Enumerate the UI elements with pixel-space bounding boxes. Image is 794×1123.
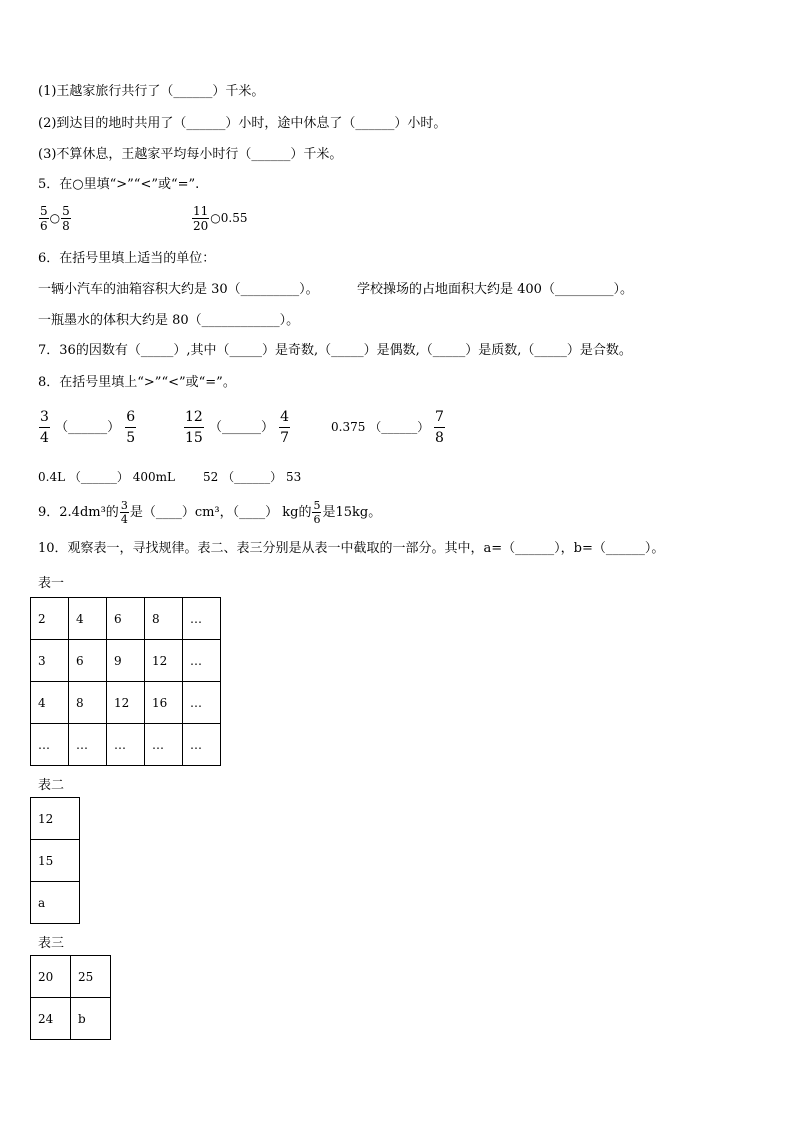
q6-line2: 一瓶墨水的体积大约是 80（____________）。: [38, 313, 300, 328]
q4-part3: (3)不算休息，王越家平均每小时行（______）千米。: [38, 147, 343, 162]
q9-part-b: 是（____）cm³，（____） kg的: [129, 505, 312, 520]
table-cell: 12: [107, 682, 145, 724]
table-3: [30, 955, 111, 1040]
compare-circle: ○: [210, 211, 221, 225]
table-1: [30, 597, 221, 766]
fraction: $\frac{3}{4}$: [120, 499, 128, 526]
table-cell: …: [183, 598, 221, 640]
table-cell: 12: [145, 640, 183, 682]
fraction: $\frac{4}{7}$: [280, 409, 290, 446]
q5-item-a: [38, 205, 72, 232]
answer-blank: （______）: [369, 420, 430, 434]
table-cell: …: [31, 724, 69, 766]
table1-caption: 表一: [38, 576, 65, 591]
table-cell: 8: [145, 598, 183, 640]
table2-caption: 表二: [38, 778, 65, 793]
table-row: [31, 956, 111, 998]
q9-text: [38, 500, 381, 525]
q6-line1a: 一辆小汽车的油箱容积大约是 30（_________）。: [38, 282, 319, 297]
answer-blank: （______）: [208, 420, 274, 435]
table-cell: 12: [31, 798, 80, 840]
quantity: 52: [203, 470, 219, 484]
table-cell: 6: [107, 598, 145, 640]
q8-compare-5: [203, 469, 301, 485]
table3-caption: 表三: [38, 936, 65, 951]
table-cell: 8: [69, 682, 107, 724]
q8-compare-3: [331, 410, 446, 445]
fraction: $\frac{6}{5}$: [126, 409, 136, 446]
answer-blank: （______）: [222, 470, 283, 484]
table-cell: …: [145, 724, 183, 766]
table-cell: 25: [71, 956, 111, 998]
table-cell: 16: [145, 682, 183, 724]
table-cell: b: [71, 998, 111, 1040]
table-row: [31, 598, 221, 640]
q7-text: 7．36的因数有（_____）,其中（_____）是奇数,（_____）是偶数,（_____）是质数,（_____）是合数。: [38, 343, 632, 358]
q8-compare-1: [38, 410, 137, 445]
table-cell: …: [69, 724, 107, 766]
table-cell: a: [31, 882, 80, 924]
decimal-value: 0.55: [220, 211, 248, 225]
table-cell: 20: [31, 956, 71, 998]
answer-blank: （______）: [68, 470, 129, 484]
table-cell: 24: [31, 998, 71, 1040]
table-2: [30, 797, 80, 924]
decimal-value: 0.375: [331, 420, 366, 434]
q8-title: 8．在括号里填上“>”“<”或“=”。: [38, 375, 236, 390]
quantity: 0.4L: [38, 470, 66, 484]
table-row: [31, 882, 80, 924]
table-cell: …: [183, 724, 221, 766]
answer-blank: （______）: [55, 420, 121, 435]
fraction: $\frac{5}{6}$: [313, 499, 321, 526]
q4-part1: (1)王越家旅行共行了（______）千米。: [38, 84, 265, 99]
table-row: [31, 682, 221, 724]
q6-title: 6．在括号里填上适当的单位：: [38, 251, 216, 266]
q9-part-a: 9．2.4dm³的: [38, 505, 119, 520]
fraction: $\frac{5}{8}$: [62, 204, 70, 233]
table-cell: 2: [31, 598, 69, 640]
q5-title: 5．在○里填“>”“<”或“=”.: [38, 177, 200, 192]
q4-part2: (2)到达目的地时共用了（______）小时，途中休息了（______）小时。: [38, 116, 447, 131]
table-cell: …: [183, 682, 221, 724]
q10-text: 10．观察表一，寻找规律。表二、表三分别是从表一中截取的一部分。其中，a=（______），b=（______）。: [38, 541, 665, 556]
quantity: 53: [285, 470, 302, 484]
fraction: $\frac{7}{8}$: [435, 409, 444, 446]
fraction: $\frac{3}{4}$: [40, 409, 49, 446]
q9-part-c: 是15kg。: [322, 505, 382, 520]
table-row: [31, 798, 80, 840]
table-cell: 15: [31, 840, 80, 882]
fraction: $\frac{12}{15}$: [185, 409, 203, 446]
fraction: $\frac{11}{20}$: [193, 204, 209, 233]
table-row: [31, 640, 221, 682]
table-row: [31, 724, 221, 766]
fraction: $\frac{5}{6}$: [40, 204, 48, 233]
q5-item-b: [191, 205, 247, 232]
table-cell: 9: [107, 640, 145, 682]
table-cell: …: [183, 640, 221, 682]
q8-compare-2: [183, 410, 291, 445]
table-row: [31, 840, 80, 882]
table-cell: 4: [31, 682, 69, 724]
compare-circle: ○: [49, 211, 61, 225]
quantity: 400mL: [132, 470, 175, 484]
table-cell: …: [107, 724, 145, 766]
q6-line1b: 学校操场的占地面积大约是 400（_________）。: [357, 282, 633, 297]
table-row: [31, 998, 111, 1040]
table-cell: 4: [69, 598, 107, 640]
table-cell: 6: [69, 640, 107, 682]
q8-compare-4: [38, 469, 175, 485]
table-cell: 3: [31, 640, 69, 682]
